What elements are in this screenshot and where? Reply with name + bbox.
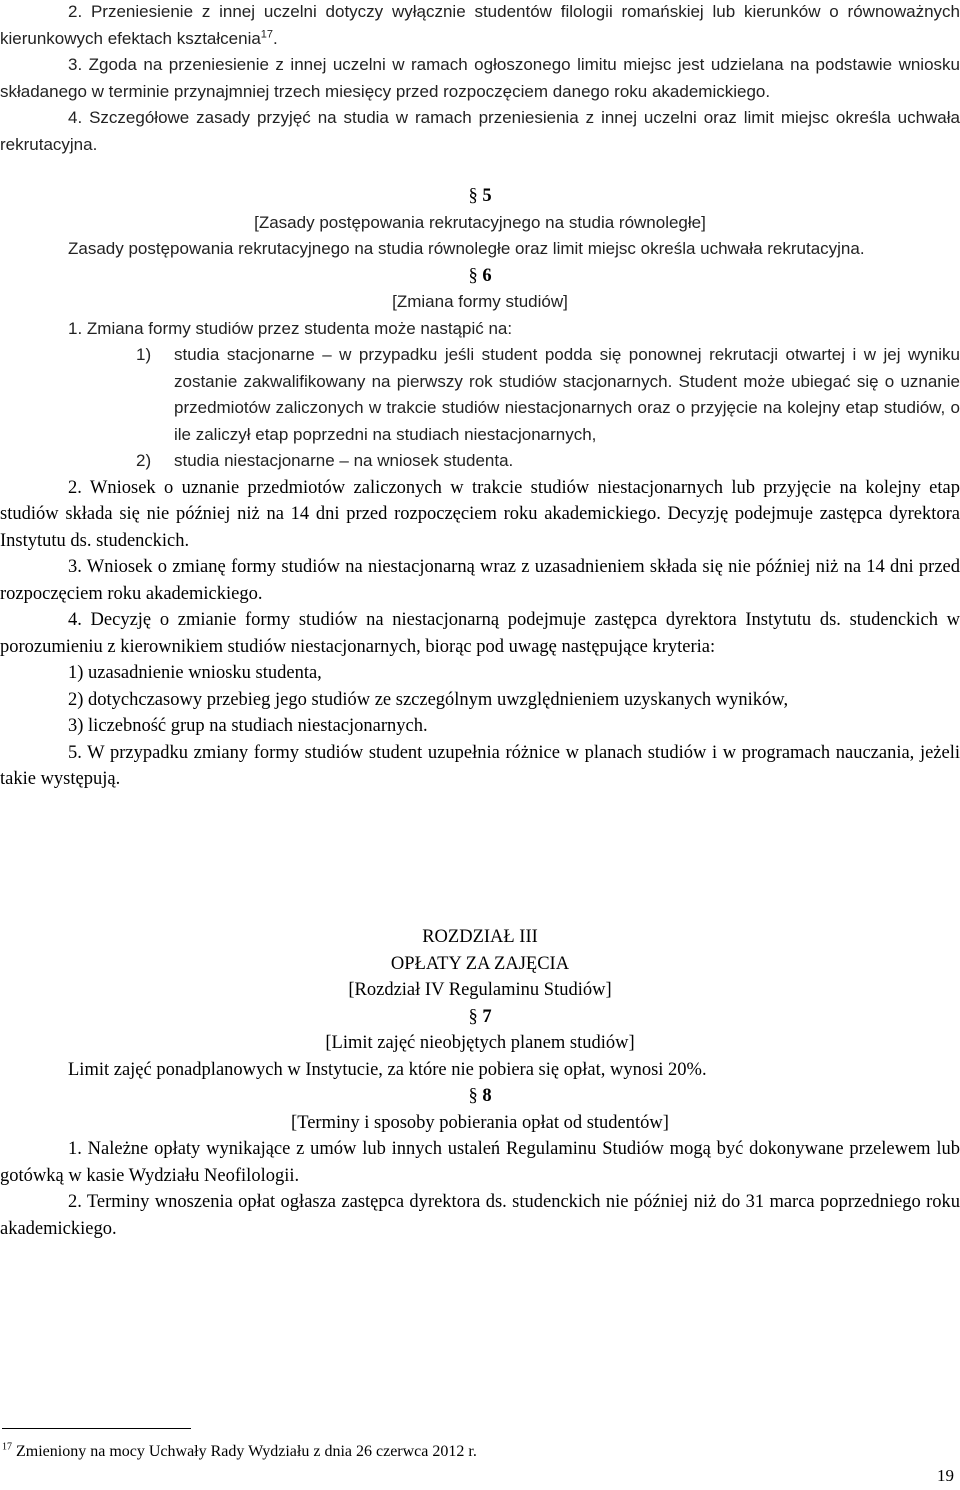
section-6-number: 6 [482, 265, 492, 286]
paragraph-3: 3. Zgoda na przeniesienie z innej uczelni w ramach ogłoszonego limitu miejsc jest udzielana na podstawie wniosku składanego w terminie przynajmniej trzech miesięcy przed rozpoczęciem danego roku akademickiego. [0, 55, 960, 101]
intro-block [0, 0, 960, 158]
section-8-title: [Terminy i sposoby pobierania opłat od studentów] [291, 1112, 669, 1133]
section-8-p2: 2. Terminy wnoszenia opłat ogłasza zastępca dyrektora ds. studenckich nie później niż do 31 marca poprzedniego roku akademickiego. [0, 1192, 960, 1239]
section-6-title: [Zmiana formy studiów] [392, 292, 568, 311]
list-item-number: 1) [136, 345, 152, 364]
paragraph-2 [0, 0, 960, 52]
chapter-reference: [Rozdział IV Regulaminu Studiów] [348, 980, 612, 1000]
section-8-number: 8 [482, 1086, 492, 1106]
criteria-item-3: 3) liczebność grup na studiach niestacjonarnych. [68, 716, 428, 736]
paragraph-2-text: 2. Przeniesienie z innej uczelni dotyczy wyłącznie studentów filologii romańskiej lub kierunków o równoważnych kierunkowych efektach kształcenia [0, 2, 960, 48]
section-5-number: 5 [482, 186, 492, 206]
section-7-number: 7 [482, 1006, 492, 1027]
footnote-text: Zmieniony na mocy Uchwały Rady Wydziału z dnia 26 czerwca 2012 r. [16, 1443, 477, 1460]
list-item-text: studia stacjonarne – w przypadku jeśli student podda się ponownej rekrutacji otwartej i w jej wyniku zostanie zakwalifikowany na pierwszy rok studiów stacjonarnych. Student może ubiegać się o uznanie przedmiotów zaliczonych w trakcie studiów niestacjonarnych oraz o przyjęcie na kolejny etap studiów, o ile zaliczył etap poprzedni na studiach niestacjonarnych, [174, 345, 960, 444]
section-mark: § [468, 1086, 478, 1106]
section-7-title: [Limit zajęć nieobjętych planem studiów] [325, 1033, 635, 1053]
section-6-p5: 5. W przypadku zmiany formy studiów student uzupełnia różnice w planach studiów i w programach nauczania, jeżeli takie występują. [0, 742, 960, 789]
page-number: 19 [937, 1466, 954, 1485]
section-5-title: [Zasady postępowania rekrutacyjnego na studia równoległe] [254, 212, 706, 232]
paragraph-4: 4. Szczegółowe zasady przyjęć na studia w ramach przeniesienia z innej uczelni oraz limit miejsc określa uchwała rekrutacyjna. [0, 108, 960, 154]
section-6-p2: 2. Wniosek o uznanie przedmiotów zaliczonych w trakcie studiów niestacjonarnych lub przyjęcie na kolejny etap studiów składa się nie później niż na 14 dni przed rozpoczęciem roku akademickiego. Decyzję podejmuje zastępca dyrektora Instytutu ds. studenckich. [0, 477, 960, 551]
footnote-number: 17 [2, 1441, 12, 1453]
criteria-item-1: 1) uzasadnienie wniosku studenta, [68, 663, 322, 683]
list-item [136, 342, 960, 448]
section-mark: § [468, 1006, 478, 1027]
section-mark: § [468, 265, 478, 286]
sections-5-6 [0, 183, 960, 793]
section-7-text: Limit zajęć ponadplanowych w Instytucie, za które nie pobiera się opłat, wynosi 20%. [68, 1059, 707, 1080]
section-6-p4: 4. Decyzję o zmianie formy studiów na niestacjonarną podejmuje zastępca dyrektora Instytutu ds. studenckich w porozumieniu z kierownikiem studiów niestacjonarnych, biorąc pod uwagę następujące kryteria: [0, 610, 960, 657]
chapter-heading: ROZDZIAŁ III [422, 927, 538, 947]
section-6-heading [0, 263, 960, 290]
list-item-number: 2) [136, 451, 152, 470]
paragraph-2-end: . [273, 28, 278, 48]
list-item-text: studia niestacjonarne – na wniosek studenta. [174, 451, 514, 470]
list-item [136, 448, 960, 475]
section-6-p3: 3. Wniosek o zmianę formy studiów na niestacjonarną wraz z uzasadnieniem składa się nie później niż na 14 dni przed rozpoczęciem roku akademickiego. [0, 557, 960, 604]
section-6-p1: 1. Zmiana formy studiów przez studenta może nastąpić na: [68, 318, 513, 338]
footnote-divider [2, 1428, 191, 1429]
section-7-heading [0, 1004, 960, 1031]
criteria-item-2: 2) dotychczasowy przebieg jego studiów ze szczególnym uwzględnieniem uzyskanych wyników, [68, 689, 789, 710]
section-8-p1: 1. Należne opłaty wynikające z umów lub innych ustaleń Regulaminu Studiów mogą być dokonywane przelewem lub gotówką w kasie Wydziału Neofilologii. [0, 1139, 960, 1186]
footnote [2, 1439, 477, 1466]
section-5-text: Zasady postępowania rekrutacyjnego na studia równoległe oraz limit miejsc określa uchwała rekrutacyjna. [68, 239, 865, 258]
footnote-ref: 17 [260, 27, 274, 40]
section-5-heading [0, 183, 960, 210]
chapter-3-block [0, 924, 960, 1242]
chapter-title: OPŁATY ZA ZAJĘCIA [390, 953, 570, 974]
section-8-heading [0, 1083, 960, 1110]
section-mark: § [468, 186, 478, 206]
